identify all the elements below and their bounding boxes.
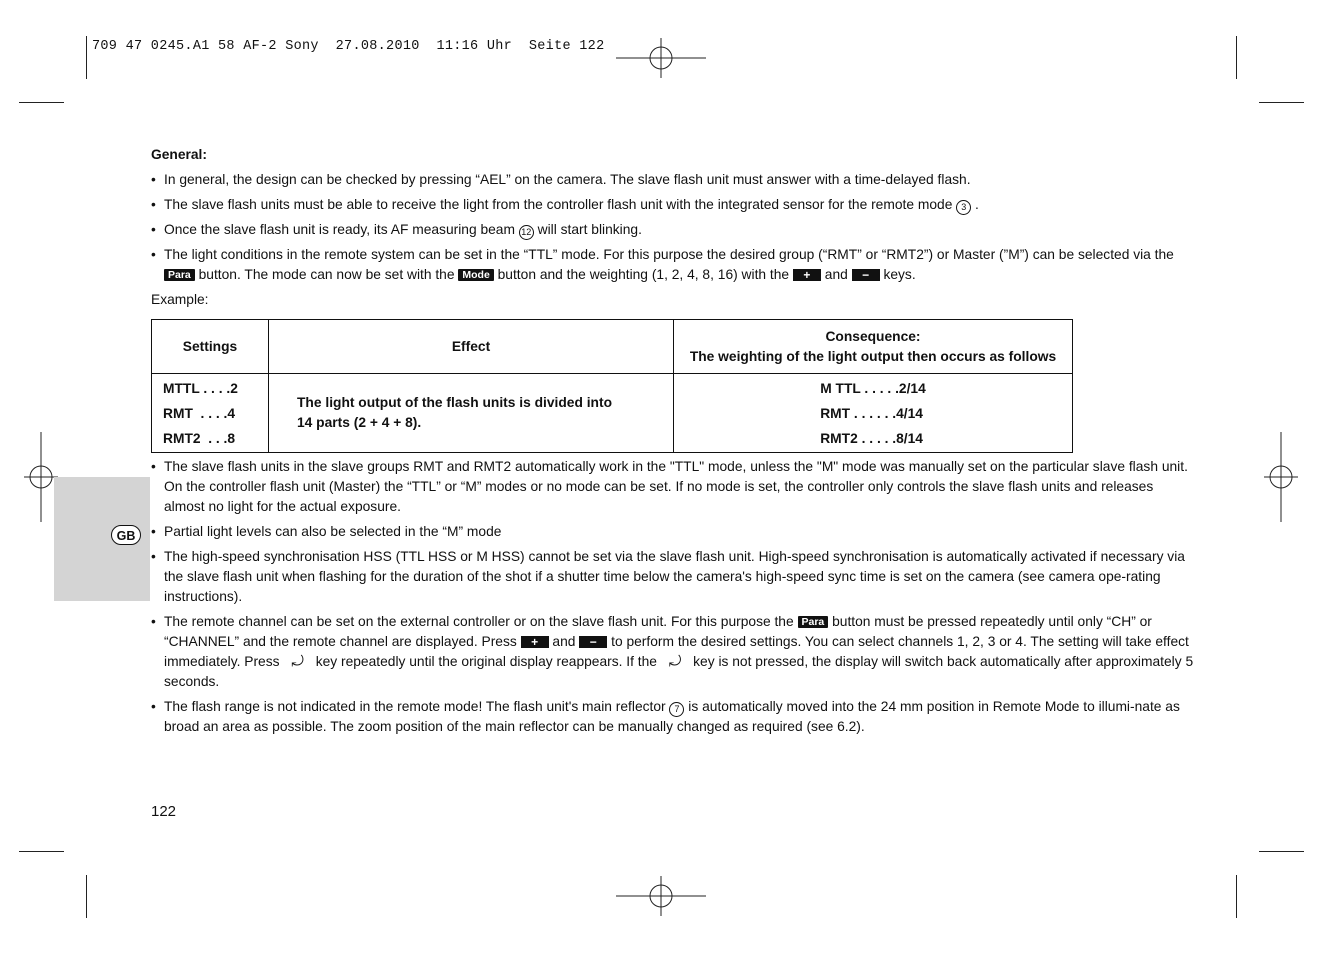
- consequence-value: M TTL . . . . .2/14: [820, 381, 926, 396]
- list-item: [151, 195, 1196, 215]
- list-item-text: button. The mode can now be set with the: [194, 267, 459, 282]
- settings-value: MTTL . . . .2: [163, 381, 238, 396]
- list-item: • The slave flash units in the slave groups RMT and RMT2 automatically work in the "TTL" mode, unless the "M" mode was manually set on the particular slave flash unit. On the controller flash unit (Master) the “TTL” or “M” modes or no mode can be set. If no mode is set, the controller only controls the slave flash units and releases almost no light for the actual exposure.: [151, 457, 1196, 517]
- list-item-text: and: [820, 267, 852, 282]
- reference-number-icon: 3: [956, 200, 971, 215]
- return-key-icon: ⤾: [291, 653, 304, 670]
- crop-mark: [1259, 851, 1304, 852]
- list-item: • In general, the design can be checked by pressing “AEL” on the camera. The slave flash unit must answer with a time-delayed flash.: [151, 170, 1196, 190]
- list-item-text: to perform the desired settings. You can select channels 1, 2, 3 or 4. The setting will take effect immediately. Press: [164, 634, 1189, 669]
- effect-cell: [269, 374, 674, 453]
- list-item-text: key is not pressed, the display will switch back automatically after approximately 5 seconds.: [164, 654, 1194, 689]
- list-item: [151, 220, 1196, 240]
- list-item: [151, 697, 1196, 737]
- list-item-text: The light conditions in the remote system can be set in the “TTL” mode. For this purpose the desired group (“RMT” or “RMT2”) or Master (”M”) can be selected via the: [164, 247, 1174, 262]
- list-item-text: is automatically moved into the 24 mm position in Remote Mode to illumi-nate as broad an area as possible. The zoom position of the main reflector can be manually changed as required (see 6.2).: [164, 699, 1180, 734]
- list-item-text: will start blinking.: [533, 222, 642, 237]
- list-item: [151, 245, 1196, 285]
- consequence-title: Consequence:: [825, 328, 921, 344]
- crop-mark: [86, 875, 87, 918]
- table-row: [152, 374, 1073, 453]
- settings-value: RMT2 . . .8: [163, 431, 236, 446]
- page-content: [151, 145, 1196, 742]
- consequence-header: [674, 320, 1073, 374]
- list-item-text: The slave flash units must be able to receive the light from the controller flash unit with the integrated sensor for the remote mode: [164, 197, 953, 212]
- effect-text: 14 parts (2 + 4 + 8).: [297, 415, 422, 430]
- reference-number-icon: 7: [669, 702, 684, 717]
- crop-mark: [19, 102, 64, 103]
- list-item-text: The flash range is not indicated in the remote mode! The flash unit's main reflector: [164, 699, 670, 714]
- crop-mark: [1236, 875, 1237, 918]
- effect-header: Effect: [269, 320, 674, 374]
- list-item: [151, 612, 1196, 692]
- crop-mark: [86, 36, 87, 79]
- list-item-text: key repeatedly until the original display reappears. If the: [311, 654, 661, 669]
- list-item: • The high-speed synchronisation HSS (TTL HSS or M HSS) cannot be set via the slave flash unit. High-speed synchronisation is automatically activated if necessary via the slave flash unit when flashing for the duration of the shot if a shutter time below the camera's high-speed sync time is set on the camera (see camera ope-rating instructions).: [151, 547, 1196, 607]
- section-heading: General:: [151, 147, 207, 162]
- effect-text: The light output of the flash units is divided into: [297, 395, 613, 410]
- list-item-text: and: [548, 634, 580, 649]
- minus-key-icon: −: [579, 636, 607, 648]
- registration-mark-icon: [24, 432, 58, 522]
- consequence-value: RMT . . . . . .4/14: [820, 406, 923, 421]
- plus-key-icon: +: [793, 269, 821, 281]
- settings-cell: [152, 374, 269, 453]
- registration-mark-icon: [1264, 432, 1298, 522]
- print-header: 709 47 0245.A1 58 AF-2 Sony 27.08.2010 11:16 Uhr Seite 122: [92, 39, 605, 54]
- settings-header: Settings: [152, 320, 269, 374]
- consequence-cell: [674, 374, 1073, 453]
- list-item-text: button and the weighting (1, 2, 4, 8, 16) with the: [493, 267, 793, 282]
- list-item-text: Once the slave flash unit is ready, its AF measuring beam: [164, 222, 519, 237]
- example-label: Example:: [151, 292, 209, 307]
- list-item-text: The remote channel can be set on the external controller or on the slave flash unit. For this purpose the: [164, 614, 798, 629]
- crop-mark: [1259, 102, 1304, 103]
- list-item-text: button must be pressed repeatedly until only “CH” or “CHANNEL” and the remote channel are displayed. Press: [164, 614, 1152, 649]
- plus-key-icon: +: [521, 636, 549, 648]
- registration-mark-icon: [616, 876, 706, 916]
- minus-key-icon: −: [852, 269, 880, 281]
- settings-value: RMT . . . .4: [163, 406, 236, 421]
- para-key-icon: Para: [164, 269, 195, 281]
- registration-mark-icon: [616, 38, 706, 78]
- consequence-subtitle: The weighting of the light output then occurs as follows: [689, 348, 1057, 364]
- crop-mark: [19, 851, 64, 852]
- reference-number-icon: 12: [519, 225, 534, 240]
- table-header-row: [152, 320, 1073, 374]
- list-item-text: .: [971, 197, 979, 212]
- consequence-value: RMT2 . . . . .8/14: [820, 431, 923, 446]
- return-key-icon: ⤾: [668, 653, 682, 670]
- mode-key-icon: Mode: [458, 269, 493, 281]
- settings-table: [151, 319, 1073, 453]
- crop-mark: [1236, 36, 1237, 79]
- list-item-text: keys.: [879, 267, 916, 282]
- language-badge: GB: [111, 525, 141, 545]
- para-key-icon: Para: [798, 616, 829, 628]
- list-item: • Partial light levels can also be selected in the “M” mode: [151, 522, 1196, 542]
- page-number: 122: [151, 803, 177, 820]
